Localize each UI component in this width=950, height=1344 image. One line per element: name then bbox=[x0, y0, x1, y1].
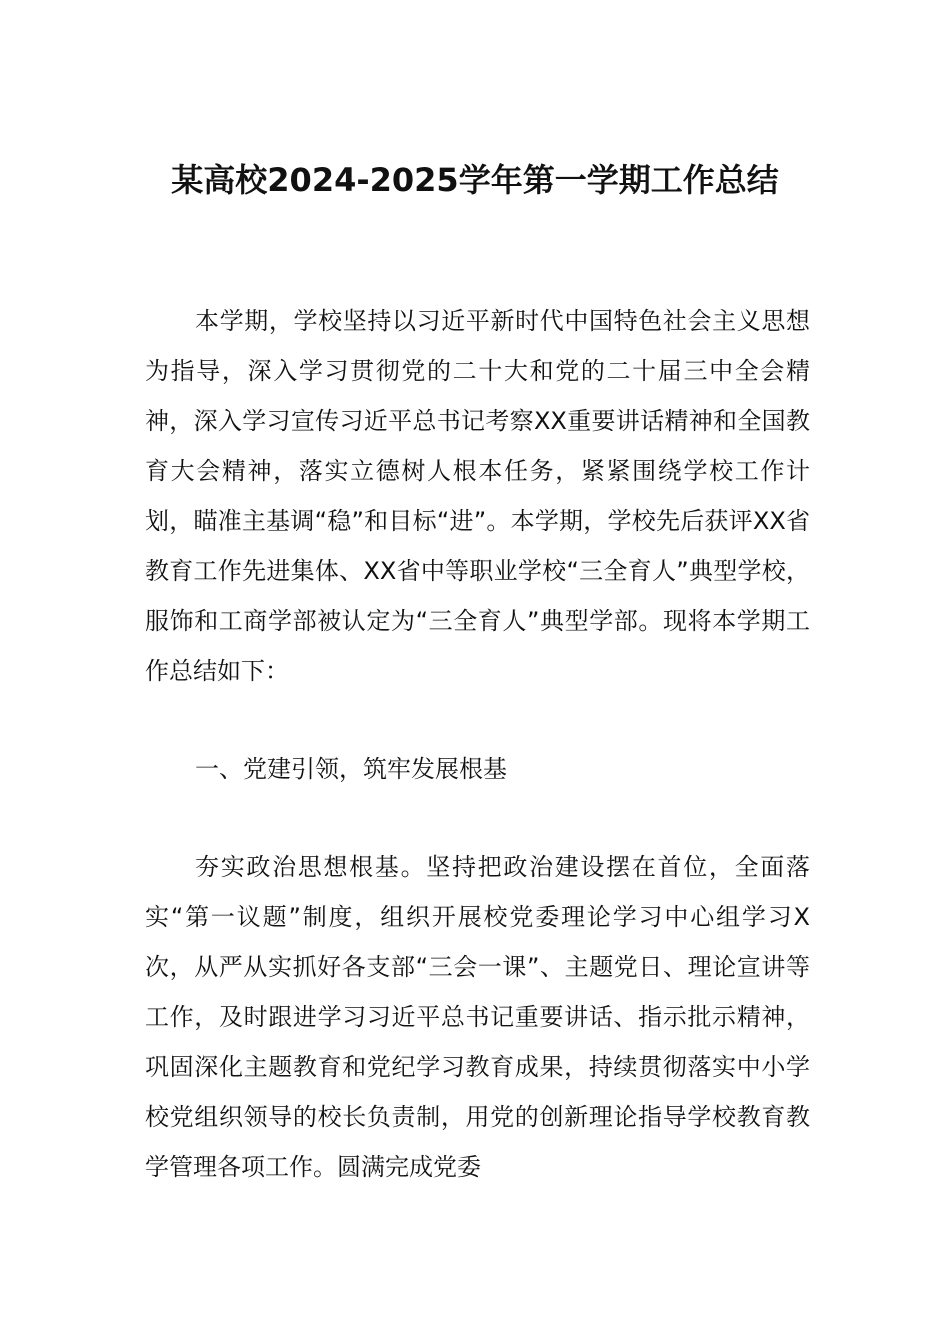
section-heading-1: 一、党建引领，筑牢发展根基 bbox=[195, 755, 507, 783]
section-1-paragraph: 夯实政治思想根基。坚持把政治建设摆在首位，全面落实“第一议题”制度，组织开展校党委理论学习中心组学习X次，从严从实抓好各支部“三会一课”、主题党日、理论宣讲等工作，及时跟进学习习近平总书记重要讲话、指示批示精神，巩固深化主题教育和党纪学习教育成果，持续贯彻落实中小学校党组织领导的校长负责制，用党的创新理论指导学校教育教学管理各项工作。圆满完成党委 bbox=[145, 853, 810, 1181]
document-title: 某高校2024-2025学年第一学期工作总结 bbox=[171, 161, 779, 199]
intro-paragraph: 本学期，学校坚持以习近平新时代中国特色社会主义思想为指导，深入学习贯彻党的二十大和党的二十届三中全会精神，深入学习宣传习近平总书记考察XX重要讲话精神和全国教育大会精神，落实立德树人根本任务，紧紧围绕学校工作计划，瞄准主基调“稳”和目标“进”。本学期，学校先后获评XX省教育工作先进集体、XX省中等职业学校“三全育人”典型学校，服饰和工商学部被认定为“三全育人”典型学部。现将本学期工作总结如下： bbox=[145, 307, 810, 685]
